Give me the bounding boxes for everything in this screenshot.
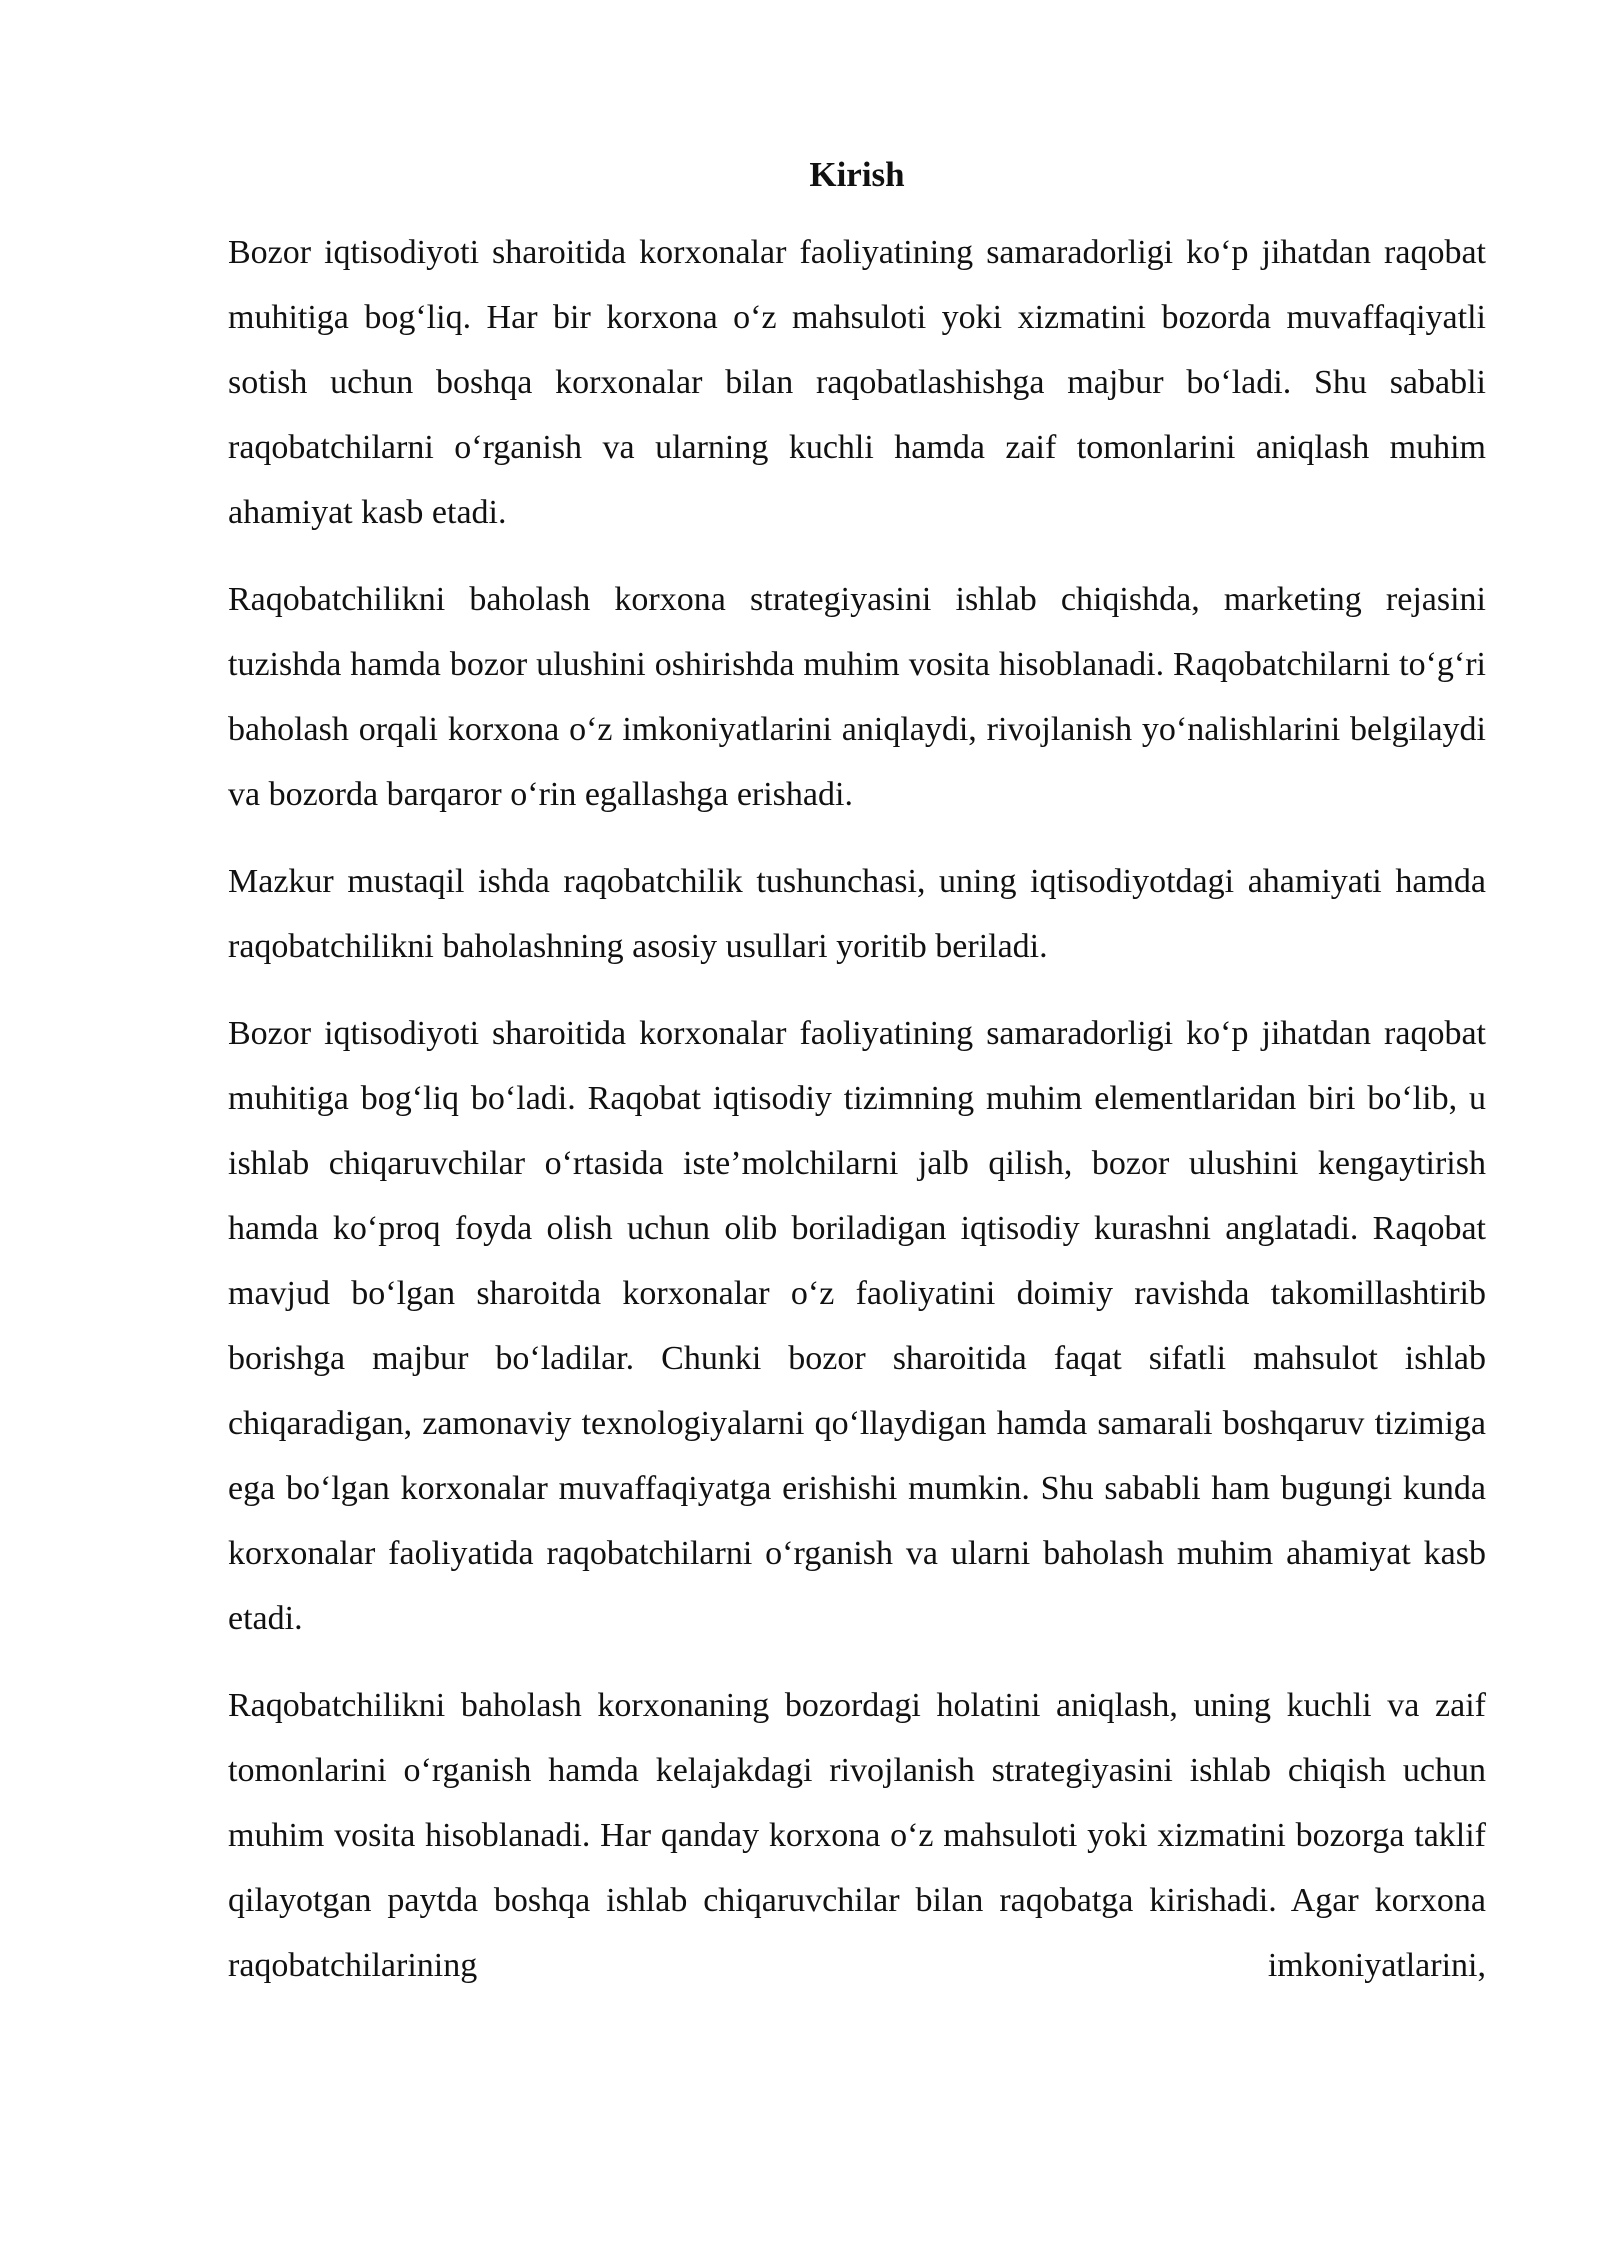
paragraph-1: Bozor iqtisodiyoti sharoitida korxonalar faoliyatining samaradorligi ko‘p jihatdan raqobat muhitiga bog‘liq. Har bir korxona o‘z mahsuloti yoki xizmatini bozorda muvaffaqiyatli sotish uchun boshqa korxonalar bilan raqobatlashishga majbur bo‘ladi. Shu sababli raqobatchilarni o‘rganish va ularning kuchli hamda zaif tomonlarini aniqlash muhim ahamiyat kasb etadi. bbox=[228, 234, 1486, 531]
paragraph-4: Bozor iqtisodiyoti sharoitida korxonalar faoliyatining samaradorligi ko‘p jihatdan raqobat muhitiga bog‘liq bo‘ladi. Raqobat iqtisodiy tizimning muhim elementlaridan biri bo‘lib, u ishlab chiqaruvchilar o‘rtasida iste’molchilarni jalb qilish, bozor ulushini kengaytirish hamda ko‘proq foyda olish uchun olib boriladigan iqtisodiy kurashni anglatadi. Raqobat mavjud bo‘lgan sharoitda korxonalar o‘z faoliyatini doimiy ravishda takomillashtirib borishga majbur bo‘ladilar. Chunki bozor sharoitida faqat sifatli mahsulot ishlab chiqaradigan, zamonaviy texnologiyalarni qo‘llaydigan hamda samarali boshqaruv tizimiga ega bo‘lgan korxonalar muvaffaqiyatga erishishi mumkin. Shu sababli ham bugungi kunda korxonalar faoliyatida raqobatchilarni o‘rganish va ularni baholash muhim ahamiyat kasb etadi. bbox=[228, 1015, 1486, 1637]
paragraph-3: Mazkur mustaqil ishda raqobatchilik tushunchasi, uning iqtisodiyotdagi ahamiyati hamda raqobatchilikni baholashning asosiy usullari yoritib beriladi. bbox=[228, 863, 1486, 965]
paragraph-5: Raqobatchilikni baholash korxonaning bozordagi holatini aniqlash, uning kuchli va zaif tomonlarini o‘rganish hamda kelajakdagi rivojlanish strategiyasini ishlab chiqish uchun muhim vosita hisoblanadi. Har qanday korxona o‘z mahsuloti yoki xizmatini bozorga taklif qilayotgan paytda boshqa ishlab chiqaruvchilar bilan raqobatga kirishadi. Agar korxona raqobatchilarining imkoniyatlarini, bbox=[228, 1687, 1486, 1984]
paragraph-2: Raqobatchilikni baholash korxona strategiyasini ishlab chiqishda, marketing rejasini tuzishda hamda bozor ulushini oshirishda muhim vosita hisoblanadi. Raqobatchilarni to‘g‘ri baholash orqali korxona o‘z imkoniyatlarini aniqlaydi, rivojlanish yo‘nalishlarini belgilaydi va bozorda barqaror o‘rin egallashga erishadi. bbox=[228, 581, 1486, 813]
document-page bbox=[228, 150, 1486, 1998]
page-title: Kirish bbox=[809, 155, 905, 194]
